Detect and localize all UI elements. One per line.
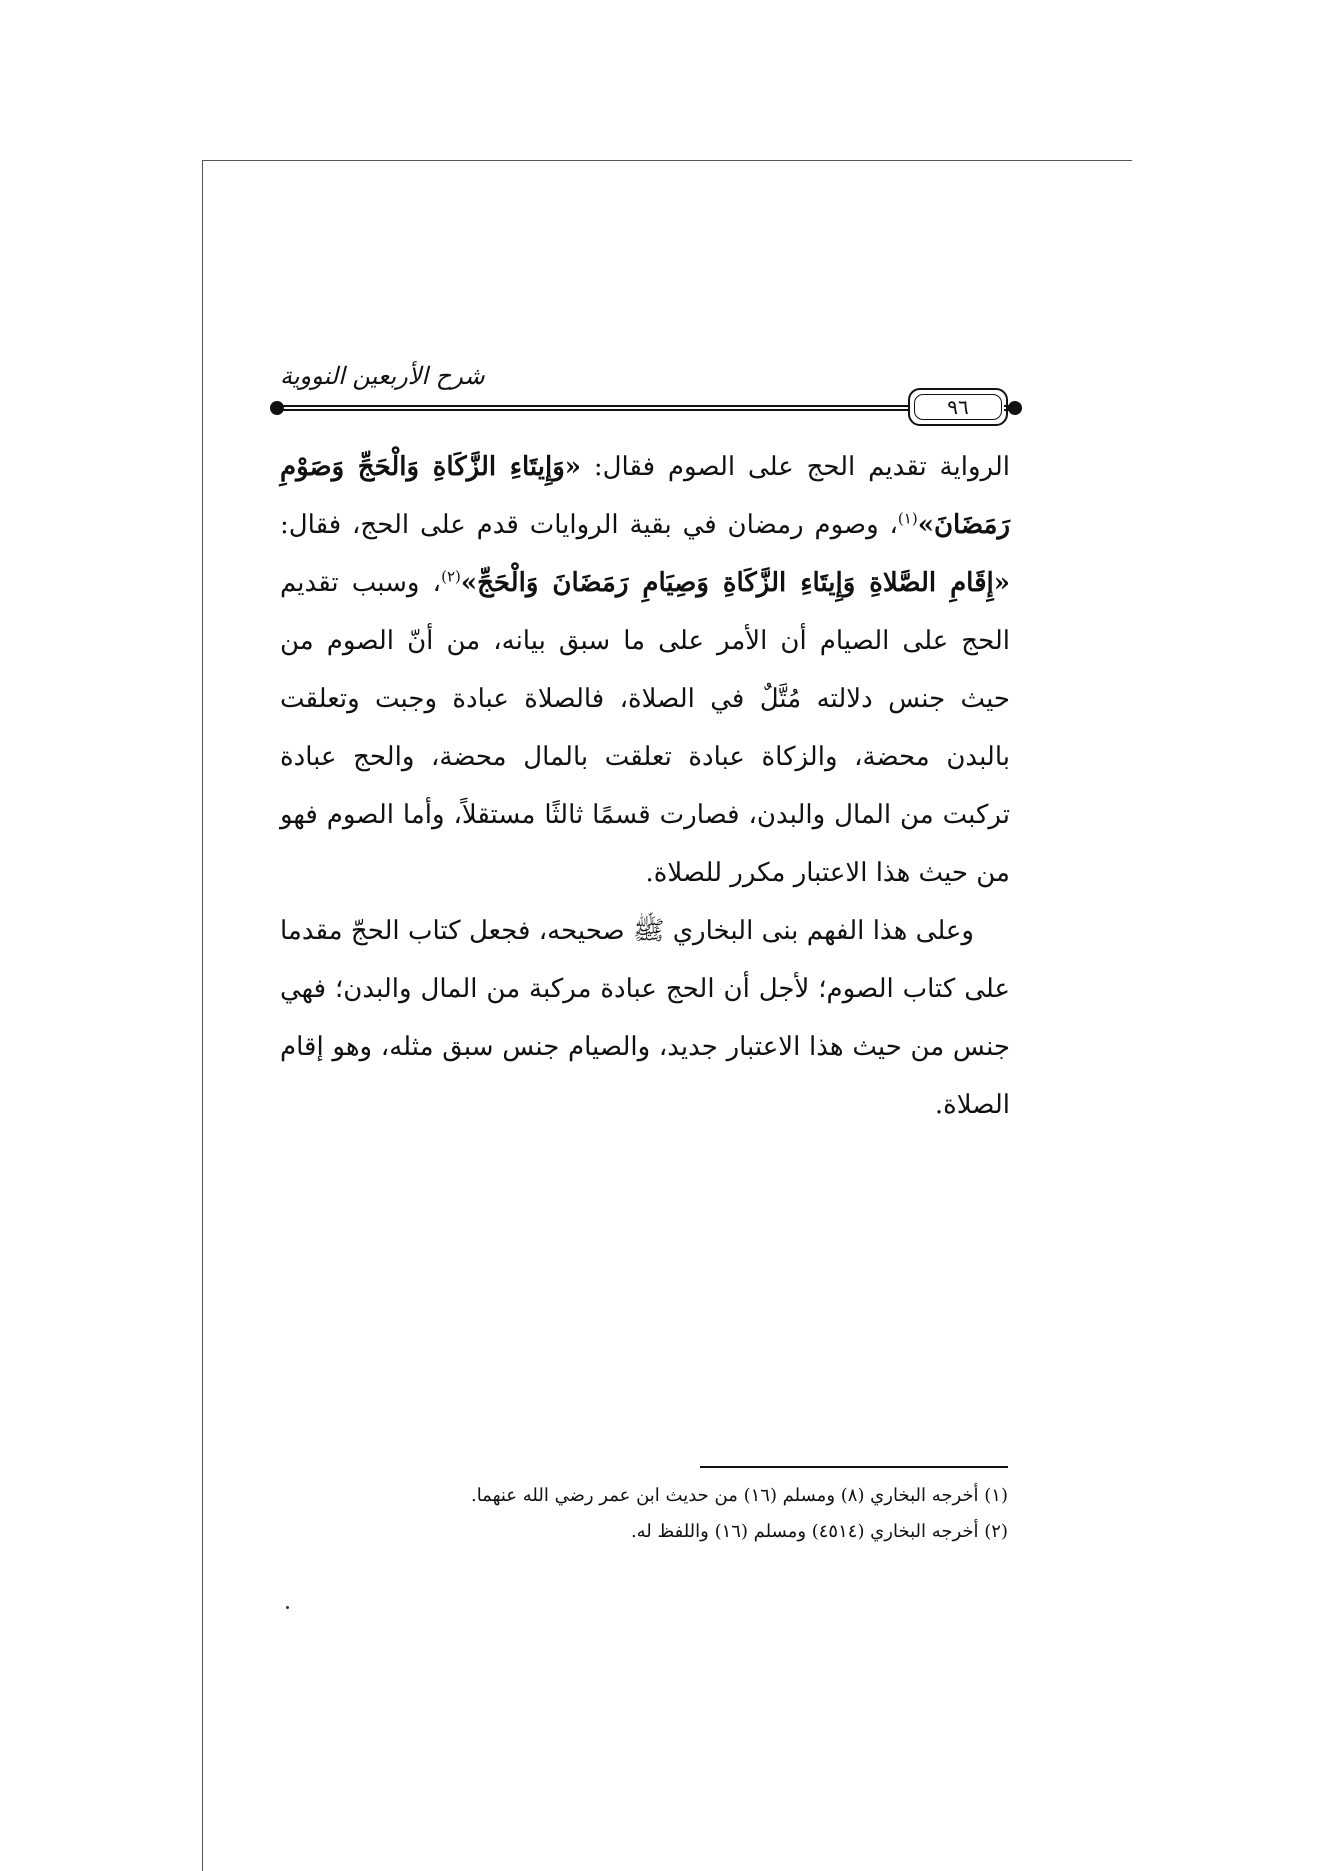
footnote-separator: [700, 1466, 1008, 1468]
paragraph-2: [280, 902, 1010, 1134]
footnote-1: (١) أخرجه البخاري (٨) ومسلم (١٦) من حديث ابن عمر رضي الله عنهما.: [470, 1485, 1008, 1506]
text-segment: ، وسبب تقديم الحج على الصيام أن الأمر على ما سبق بيانه، من أنّ الصوم من حيث جنس دلالته مُتَّلٌ في الصلاة، فالصلاة عبادة وجبت وتعلقت بالبدن محضة، والزكاة عبادة تعلقت بالمال محضة، والحج عبادة تركبت من المال والبدن، فصارت قسمًا ثالثًا مستقلاً، وأما الصوم فهو من حيث هذا الاعتبار مكرر للصلاة.: [280, 568, 1010, 888]
main-text: [280, 438, 1010, 1134]
footnote-ref: (١): [897, 509, 918, 528]
scan-speck: [286, 1606, 289, 1609]
book-title: شرح الأربعين النووية: [280, 362, 485, 390]
running-header: [268, 358, 1020, 418]
crop-mark-top: [202, 160, 1132, 161]
header-double-rule: [282, 405, 912, 411]
paragraph-1: [280, 438, 1010, 902]
footnote-2: (٢) أخرجه البخاري (٤٥١٤) ومسلم (١٦) واللفظ له.: [630, 1521, 1008, 1542]
hadith-quote: «وَإِيتَاءِ الزَّكَاةِ وَالْحَجِّ وَصَوْمِ رَمَضَانَ»: [280, 452, 1010, 540]
hadith-quote: «إِقَامِ الصَّلاةِ وَإِيتَاءِ الزَّكَاةِ وَصِيَامِ رَمَضَانَ وَالْحَجِّ»: [460, 568, 1010, 598]
text-segment: ، وصوم رمضان في بقية الروايات قدم على الحج، فقال:: [280, 510, 898, 540]
page-number-box: [908, 388, 1008, 426]
crop-mark-left: [202, 160, 203, 1871]
text-segment: وعلى هذا الفهم بنى البخاري ﷺ صحيحه، فجعل كتاب الحجّ مقدما على كتاب الصوم؛ لأجل أن الحج عبادة مركبة من المال والبدن؛ فهي جنس من حيث هذا الاعتبار جديد، والصيام جنس سبق مثله، وهو إقام الصلاة.: [280, 916, 1010, 1120]
header-ornament-dot-right: [1008, 401, 1022, 415]
footnotes: [400, 1478, 1008, 1550]
text-segment: الرواية تقديم الحج على الصوم فقال:: [581, 452, 1010, 482]
footnote-ref: (٢): [441, 567, 461, 586]
page-number: ٩٦: [947, 395, 969, 419]
